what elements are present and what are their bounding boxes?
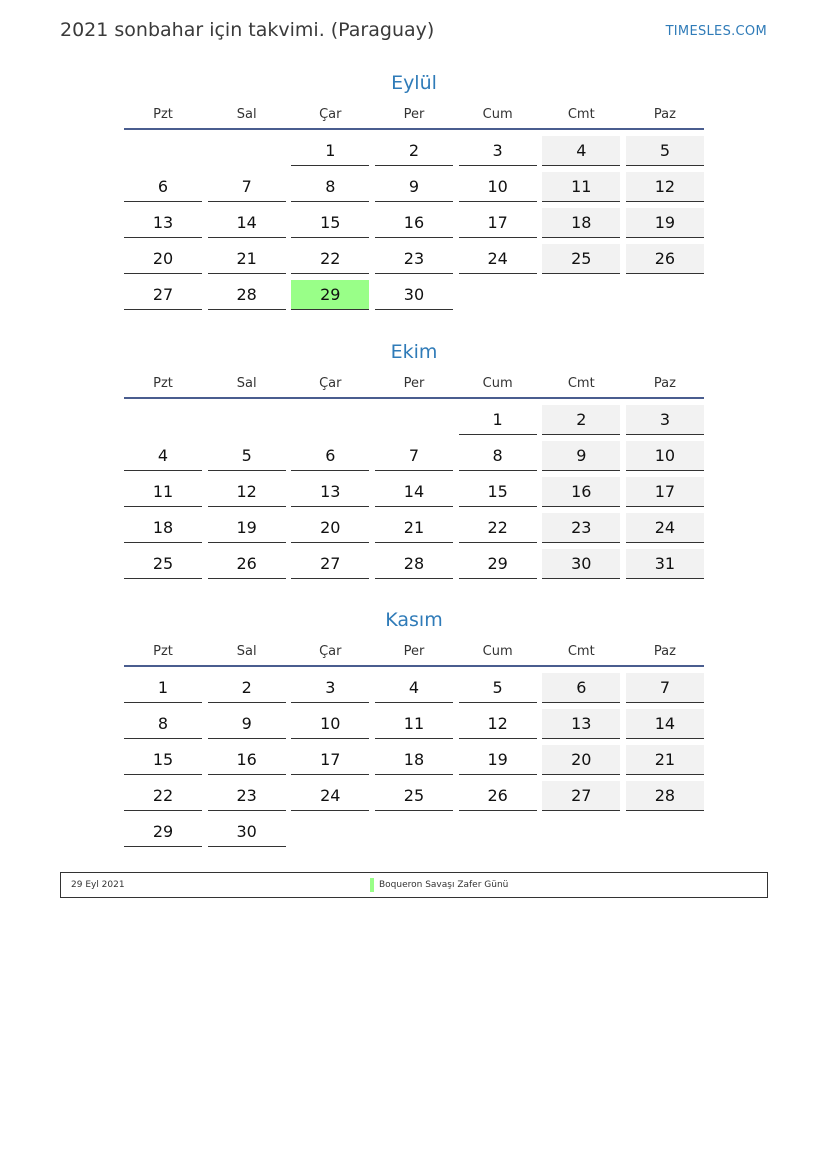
- day-cell[interactable]: 15: [124, 745, 202, 775]
- weekday-label: Cmt: [567, 107, 595, 122]
- day-cell[interactable]: 17: [626, 477, 704, 507]
- day-cell[interactable]: 15: [291, 208, 369, 238]
- month-october: [124, 339, 704, 579]
- day-cell[interactable]: 10: [626, 441, 704, 471]
- day-cell[interactable]: 1: [124, 673, 202, 703]
- day-cell[interactable]: 14: [208, 208, 286, 238]
- weekday-label: Cum: [482, 107, 513, 122]
- day-cell[interactable]: 26: [459, 781, 537, 811]
- day-cell[interactable]: 20: [542, 745, 620, 775]
- day-cell[interactable]: 7: [208, 172, 286, 202]
- day-cell[interactable]: 16: [375, 208, 453, 238]
- day-cell[interactable]: 4: [542, 136, 620, 166]
- day-cell[interactable]: 14: [375, 477, 453, 507]
- day-cell[interactable]: 5: [459, 673, 537, 703]
- day-cell[interactable]: 18: [542, 208, 620, 238]
- day-cell[interactable]: 7: [375, 441, 453, 471]
- day-cell[interactable]: 20: [124, 244, 202, 274]
- weekday-label: Çar: [319, 107, 342, 122]
- day-cell[interactable]: 13: [124, 208, 202, 238]
- day-grid: [124, 136, 704, 310]
- day-cell[interactable]: 12: [208, 477, 286, 507]
- day-cell[interactable]: 24: [291, 781, 369, 811]
- day-cell[interactable]: 2: [375, 136, 453, 166]
- day-cell[interactable]: 6: [542, 673, 620, 703]
- empty-cell: [124, 136, 202, 166]
- day-cell[interactable]: 3: [459, 136, 537, 166]
- day-cell[interactable]: 23: [375, 244, 453, 274]
- day-cell[interactable]: 28: [626, 781, 704, 811]
- day-cell[interactable]: 28: [375, 549, 453, 579]
- weekday-label: Sal: [236, 376, 257, 391]
- day-cell[interactable]: 1: [459, 405, 537, 435]
- day-cell[interactable]: 9: [208, 709, 286, 739]
- day-cell[interactable]: 27: [291, 549, 369, 579]
- day-cell[interactable]: 19: [626, 208, 704, 238]
- day-cell[interactable]: 17: [291, 745, 369, 775]
- empty-cell: [208, 405, 286, 435]
- day-cell[interactable]: 21: [626, 745, 704, 775]
- day-cell[interactable]: 3: [626, 405, 704, 435]
- day-cell[interactable]: 4: [375, 673, 453, 703]
- weekday-label: Per: [403, 107, 425, 122]
- day-cell[interactable]: 8: [291, 172, 369, 202]
- day-cell[interactable]: 1: [291, 136, 369, 166]
- weekday-header: [124, 643, 704, 667]
- day-cell[interactable]: 27: [542, 781, 620, 811]
- day-cell[interactable]: 19: [459, 745, 537, 775]
- day-cell[interactable]: 29: [124, 817, 202, 847]
- empty-cell: [291, 405, 369, 435]
- day-cell[interactable]: 20: [291, 513, 369, 543]
- day-cell[interactable]: 5: [208, 441, 286, 471]
- legend-date: 29 Eyl 2021: [71, 880, 125, 890]
- day-grid: [124, 405, 704, 579]
- month-september: [124, 70, 704, 310]
- weekday-label: Cum: [482, 644, 513, 659]
- day-cell[interactable]: 11: [542, 172, 620, 202]
- page-title: 2021 sonbahar için takvimi. (Paraguay): [60, 19, 435, 41]
- month-title: Ekim: [390, 341, 438, 363]
- day-cell[interactable]: 3: [291, 673, 369, 703]
- day-cell[interactable]: 4: [124, 441, 202, 471]
- weekday-label: Çar: [319, 376, 342, 391]
- day-cell[interactable]: 8: [124, 709, 202, 739]
- day-cell[interactable]: 21: [375, 513, 453, 543]
- weekday-label: Cum: [482, 376, 513, 391]
- day-cell[interactable]: 13: [542, 709, 620, 739]
- day-cell[interactable]: 22: [124, 781, 202, 811]
- month-november: [124, 607, 704, 847]
- day-cell[interactable]: 23: [542, 513, 620, 543]
- legend-holiday-name: Boqueron Savaşı Zafer Günü: [379, 880, 509, 890]
- day-cell[interactable]: 10: [291, 709, 369, 739]
- day-cell[interactable]: 19: [208, 513, 286, 543]
- weekday-label: Per: [403, 644, 425, 659]
- weekday-label: Çar: [319, 644, 342, 659]
- day-cell[interactable]: 16: [208, 745, 286, 775]
- day-cell[interactable]: 18: [375, 745, 453, 775]
- day-cell[interactable]: 11: [375, 709, 453, 739]
- day-cell[interactable]: 12: [626, 172, 704, 202]
- weekday-label: Paz: [653, 644, 676, 659]
- day-cell[interactable]: 25: [375, 781, 453, 811]
- empty-cell: [375, 405, 453, 435]
- weekday-header: [124, 106, 704, 130]
- day-cell[interactable]: 24: [459, 244, 537, 274]
- day-cell[interactable]: 16: [542, 477, 620, 507]
- day-cell[interactable]: 31: [626, 549, 704, 579]
- weekday-header: [124, 375, 704, 399]
- day-cell[interactable]: 21: [208, 244, 286, 274]
- day-cell[interactable]: 6: [291, 441, 369, 471]
- day-cell[interactable]: 29: [459, 549, 537, 579]
- day-cell[interactable]: 17: [459, 208, 537, 238]
- holiday-legend: [60, 872, 768, 898]
- day-cell[interactable]: 10: [459, 172, 537, 202]
- brand-link[interactable]: TIMESLES.COM: [665, 24, 767, 39]
- day-cell[interactable]: 22: [291, 244, 369, 274]
- weekday-label: Per: [403, 376, 425, 391]
- weekday-label: Sal: [236, 107, 257, 122]
- weekday-label: Pzt: [153, 376, 173, 391]
- day-cell[interactable]: 9: [542, 441, 620, 471]
- legend-color-marker: [370, 878, 374, 892]
- day-cell[interactable]: 8: [459, 441, 537, 471]
- day-cell[interactable]: 2: [542, 405, 620, 435]
- day-cell[interactable]: 30: [542, 549, 620, 579]
- weekday-label: Cmt: [567, 376, 595, 391]
- day-cell[interactable]: 13: [291, 477, 369, 507]
- day-cell[interactable]: 23: [208, 781, 286, 811]
- empty-cell: [208, 136, 286, 166]
- day-cell[interactable]: 24: [626, 513, 704, 543]
- month-title: Kasım: [385, 609, 443, 631]
- weekday-label: Cmt: [567, 644, 595, 659]
- weekday-label: Paz: [653, 376, 676, 391]
- day-cell[interactable]: 30: [375, 280, 453, 310]
- day-cell[interactable]: 2: [208, 673, 286, 703]
- day-cell[interactable]: 18: [124, 513, 202, 543]
- day-cell[interactable]: 27: [124, 280, 202, 310]
- empty-cell: [124, 405, 202, 435]
- day-cell-holiday[interactable]: 29: [291, 280, 369, 310]
- day-cell[interactable]: 30: [208, 817, 286, 847]
- day-cell[interactable]: 14: [626, 709, 704, 739]
- weekday-label: Pzt: [153, 107, 173, 122]
- day-cell[interactable]: 22: [459, 513, 537, 543]
- day-cell[interactable]: 7: [626, 673, 704, 703]
- day-cell[interactable]: 5: [626, 136, 704, 166]
- day-cell[interactable]: 11: [124, 477, 202, 507]
- weekday-label: Sal: [236, 644, 257, 659]
- month-title: Eylül: [391, 72, 437, 94]
- day-cell[interactable]: 26: [626, 244, 704, 274]
- day-cell[interactable]: 28: [208, 280, 286, 310]
- weekday-label: Paz: [653, 107, 676, 122]
- day-cell[interactable]: 6: [124, 172, 202, 202]
- day-grid: [124, 673, 704, 847]
- day-cell[interactable]: 15: [459, 477, 537, 507]
- day-cell[interactable]: 12: [459, 709, 537, 739]
- day-cell[interactable]: 26: [208, 549, 286, 579]
- weekday-label: Pzt: [153, 644, 173, 659]
- day-cell[interactable]: 9: [375, 172, 453, 202]
- day-cell[interactable]: 25: [542, 244, 620, 274]
- day-cell[interactable]: 25: [124, 549, 202, 579]
